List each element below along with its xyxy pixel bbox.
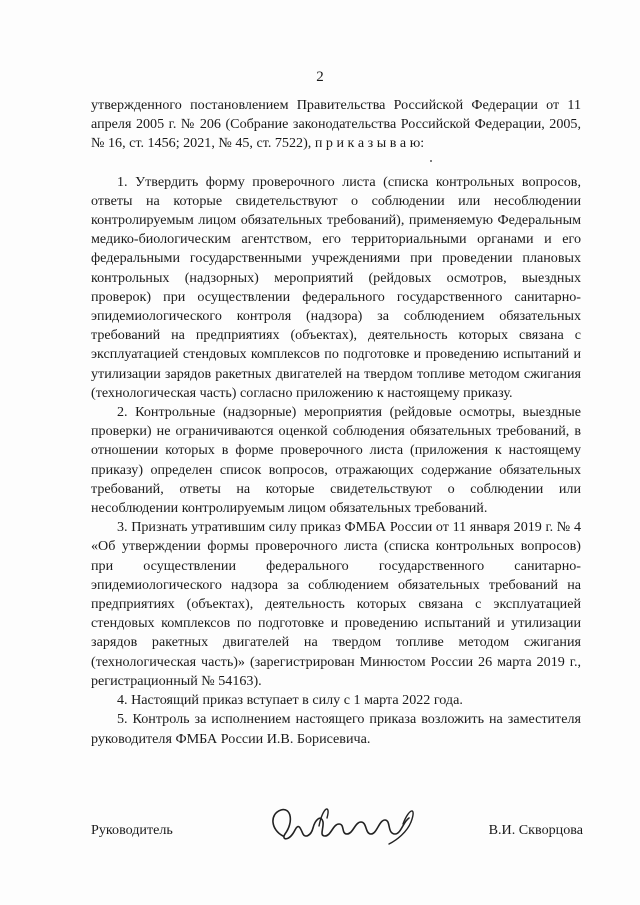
signature-block <box>91 800 583 860</box>
handwritten-signature-icon <box>261 800 431 852</box>
paragraph-item-1: 1. Утвердить форму проверочного листа (списка контрольных вопросов, ответы на которые свидетельствуют о соблюдении или несоблюдении контролируемым лицом обязательных требований), применяемую Федеральным медико-биологическим агентством, его территориальными органами и его федеральными государственными учреждениями при проведении плановых контрольных (надзорных) мероприятий (рейдовых осмотров, выездных проверок) при осуществлении федерального государственного санитарно-эпидемиологического контроля (надзора) за соблюдением обязательных требований на предприятиях (объектах), деятельность которых связана с эксплуатацией стендовых комплексов по подготовке и проведению испытаний и утилизации зарядов ракетных двигателей на твердом топливе методом сжигания (технологическая часть) согласно приложению к настоящему приказу. <box>91 173 581 401</box>
document-body <box>91 96 581 749</box>
paragraph-item-5: 5. Контроль за исполнением настоящего приказа возложить на заместителя руководителя ФМБА России И.В. Борисевича. <box>91 711 581 747</box>
signer-name: В.И. Скворцова <box>488 822 583 838</box>
page-number: 2 <box>316 69 324 85</box>
paragraph-item-4: 4. Настоящий приказ вступает в силу с 1 марта 2022 года. <box>117 692 463 709</box>
paragraph-item-3: 3. Признать утратившим силу приказ ФМБА России от 11 января 2019 г. № 4 «Об утверждении формы проверочного листа (списка контрольных вопросов) при осуществлении федерального государственного санитарно-эпидемиологического надзора за соблюдением обязательных требований на предприятиях (объектах), деятельность которых связана с эксплуатацией стендовых комплексов по подготовке и проведению испытаний и утилизации зарядов ракетных двигателей на твердом топливе методом сжигания (технологическая часть)» (зарегистрирован Минюстом России 26 марта 2019 г., регистрационный № 54163). <box>91 519 581 689</box>
scan-speck <box>430 160 432 162</box>
signer-role: Руководитель <box>91 822 173 838</box>
paragraph-item-2: 2. Контрольные (надзорные) мероприятия (рейдовые осмотры, выездные проверки) не ограничиваются оценкой соблюдения обязательных требований, в отношении которых в форме проверочного листа (приложения к настоящему приказу) определен список вопросов, отражающих содержание обязательных требований, ответы на которые свидетельствуют о соблюдении или несоблюдении контролируемым лицом обязательных требований. <box>91 404 581 517</box>
paragraph-preamble: утвержденного постановлением Правительства Российской Федерации от 11 апреля 2005 г. № 206 (Собрание законодательства Российской Федерации, 2005, № 16, ст. 1456; 2021, № 45, ст. 7522), п р и к а з ы в а ю: <box>91 97 581 152</box>
